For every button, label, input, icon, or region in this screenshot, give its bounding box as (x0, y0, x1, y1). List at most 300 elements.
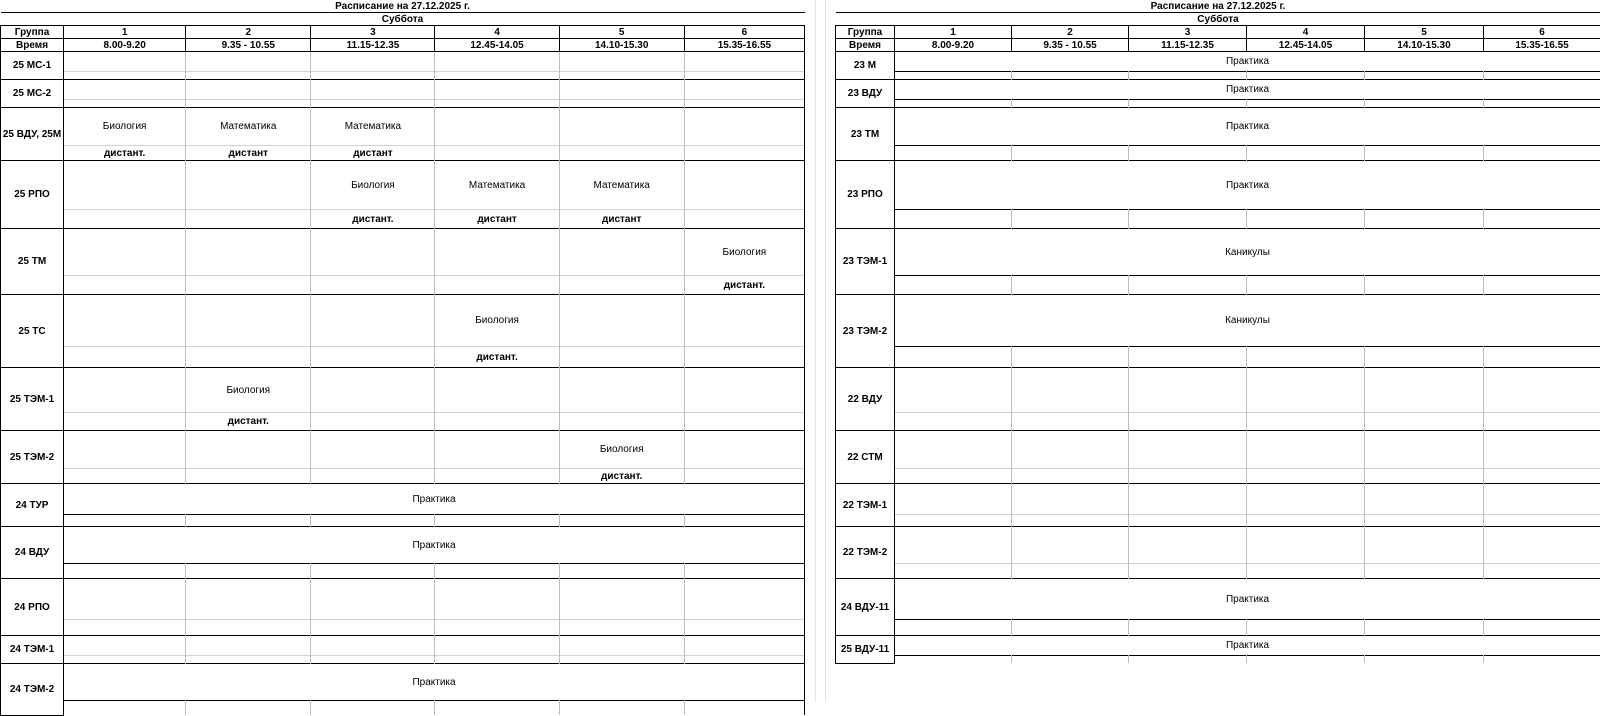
period-time: 12.45-14.05 (1247, 39, 1365, 52)
lesson-subject (1129, 527, 1247, 564)
lesson-subject (435, 229, 559, 276)
lesson-format (64, 656, 186, 664)
period-number: 5 (1365, 26, 1484, 39)
group-name: 24 ВДУ (1, 527, 64, 579)
schedule-row-sub (1, 100, 805, 108)
lesson-format (186, 72, 311, 80)
lesson-subject: Биология (559, 431, 684, 469)
lesson-cell-sub (1012, 656, 1129, 664)
schedule-row (1, 431, 805, 469)
lesson-cell-sub (1365, 146, 1484, 161)
lesson-format: дистант. (435, 347, 559, 368)
lesson-format (311, 620, 435, 636)
lesson-subject (559, 295, 684, 347)
lesson-format (64, 210, 186, 229)
lesson-subject (684, 636, 804, 656)
lesson-cell-sub (1012, 146, 1129, 161)
lesson-format (435, 72, 559, 80)
lesson-subject (559, 368, 684, 413)
schedule-row (1, 52, 805, 72)
schedule-row (1, 161, 805, 210)
period-number: 2 (186, 26, 311, 39)
lesson-subject (311, 579, 435, 620)
period-number: 3 (311, 26, 435, 39)
lesson-cell-sub (1365, 210, 1484, 229)
lesson-format (311, 656, 435, 664)
lesson-format: дистант (435, 210, 559, 229)
lesson-cell-sub (64, 701, 186, 716)
period-number: 1 (64, 26, 186, 39)
lesson-subject (684, 295, 804, 347)
lesson-format (559, 413, 684, 431)
lesson-cell-sub (895, 72, 1012, 80)
time-header: Время (1, 39, 64, 52)
schedule-row-sub (1, 72, 805, 80)
lesson-subject (1129, 484, 1247, 515)
lesson-cell-sub (311, 701, 435, 716)
group-name: 24 ТЭМ-2 (1, 664, 64, 716)
schedule-row (836, 484, 1600, 515)
lesson-format (1012, 413, 1129, 431)
schedule-row (1, 484, 805, 515)
lesson-cell-sub (1365, 100, 1484, 108)
lesson-subject (186, 295, 311, 347)
lesson-cell-sub (1484, 100, 1600, 108)
sheet-gap (805, 0, 835, 702)
group-name: 23 ТМ (836, 108, 895, 161)
lesson-format: дистант. (684, 276, 804, 295)
schedule-row-sub (836, 276, 1600, 295)
lesson-subject (311, 636, 435, 656)
lesson-subject (895, 484, 1012, 515)
schedule-row (1, 80, 805, 100)
lesson-subject (1365, 431, 1484, 469)
schedule-row (836, 368, 1600, 413)
lesson-cell-sub (1484, 146, 1600, 161)
merged-lesson: Практика (895, 80, 1600, 100)
schedule-row-sub (1, 276, 805, 295)
lesson-subject (186, 579, 311, 620)
lesson-cell-sub (1129, 656, 1247, 664)
lesson-format (435, 146, 559, 161)
lesson-subject (1247, 431, 1365, 469)
group-name: 24 ТЭМ-1 (1, 636, 64, 664)
lesson-cell-sub (684, 564, 804, 579)
lesson-cell-sub (559, 515, 684, 527)
day-of-week: Суббота (836, 13, 1600, 26)
lesson-cell-sub (1365, 656, 1484, 664)
lesson-cell-sub (1012, 210, 1129, 229)
merged-lesson: Практика (895, 636, 1600, 656)
lesson-cell-sub (1484, 656, 1600, 664)
lesson-cell-sub (311, 515, 435, 527)
lesson-cell-sub (1247, 347, 1365, 368)
lesson-subject (311, 368, 435, 413)
merged-lesson: Практика (895, 579, 1600, 620)
lesson-cell-sub (895, 100, 1012, 108)
lesson-cell-sub (1129, 276, 1247, 295)
group-name: 25 ВДУ-11 (836, 636, 895, 664)
schedule-row-sub (836, 469, 1600, 484)
schedule-row-sub (1, 656, 805, 664)
lesson-cell-sub (1484, 210, 1600, 229)
lesson-subject (895, 368, 1012, 413)
schedule-row-sub (836, 656, 1600, 664)
lesson-format (1484, 515, 1600, 527)
time-header: Время (836, 39, 895, 52)
lesson-subject (559, 229, 684, 276)
lesson-subject (895, 431, 1012, 469)
lesson-cell-sub (1012, 72, 1129, 80)
lesson-subject (435, 579, 559, 620)
schedule-row-sub (836, 515, 1600, 527)
lesson-subject (1247, 484, 1365, 515)
schedule-row (1, 295, 805, 347)
lesson-subject (64, 579, 186, 620)
lesson-format (559, 146, 684, 161)
lesson-format (684, 413, 804, 431)
lesson-cell-sub (895, 347, 1012, 368)
lesson-format (559, 100, 684, 108)
lesson-format (559, 656, 684, 664)
lesson-format (559, 276, 684, 295)
period-number: 4 (1247, 26, 1365, 39)
schedule-row (1, 229, 805, 276)
lesson-subject: Математика (186, 108, 311, 146)
lesson-cell-sub (895, 210, 1012, 229)
lesson-cell-sub (1129, 210, 1247, 229)
period-time: 15.35-16.55 (684, 39, 804, 52)
schedule-row (836, 636, 1600, 656)
schedule-row-sub (1, 146, 805, 161)
schedule-row-sub (1, 413, 805, 431)
lesson-subject: Математика (559, 161, 684, 210)
schedule-row-sub (836, 347, 1600, 368)
schedule-row (1, 368, 805, 413)
lesson-format (1365, 469, 1484, 484)
lesson-subject (186, 161, 311, 210)
schedule-row (836, 108, 1600, 146)
lesson-subject (1012, 527, 1129, 564)
lesson-format (311, 100, 435, 108)
period-number: 4 (435, 26, 559, 39)
lesson-cell-sub (1012, 347, 1129, 368)
lesson-format (311, 347, 435, 368)
period-number: 3 (1129, 26, 1247, 39)
period-time: 15.35-16.55 (1484, 39, 1600, 52)
lesson-format (435, 100, 559, 108)
schedule-row (836, 52, 1600, 72)
lesson-format (1129, 469, 1247, 484)
group-name: 23 ТЭМ-1 (836, 229, 895, 295)
period-number: 5 (559, 26, 684, 39)
lesson-subject (186, 431, 311, 469)
group-name: 25 МС-2 (1, 80, 64, 108)
lesson-subject (435, 636, 559, 656)
lesson-subject (64, 161, 186, 210)
lesson-format (559, 347, 684, 368)
schedule-sheet-right (835, 0, 1600, 664)
schedule-row (1, 579, 805, 620)
lesson-cell-sub (435, 515, 559, 527)
lesson-cell-sub (559, 564, 684, 579)
lesson-format (1129, 413, 1247, 431)
lesson-format: дистант. (64, 146, 186, 161)
lesson-subject (1247, 527, 1365, 564)
lesson-format (895, 515, 1012, 527)
lesson-cell-sub (1129, 72, 1247, 80)
lesson-format (435, 413, 559, 431)
lesson-subject (559, 80, 684, 100)
lesson-cell-sub (435, 701, 559, 716)
schedule-row-sub (836, 413, 1600, 431)
period-time: 14.10-15.30 (1365, 39, 1484, 52)
lesson-cell-sub (1129, 620, 1247, 636)
lesson-subject: Математика (435, 161, 559, 210)
lesson-cell-sub (1247, 276, 1365, 295)
lesson-format (1365, 515, 1484, 527)
schedule-row-sub (836, 72, 1600, 80)
period-time: 12.45-14.05 (435, 39, 559, 52)
lesson-subject (186, 52, 311, 72)
lesson-subject (684, 80, 804, 100)
lesson-cell-sub (186, 701, 311, 716)
lesson-subject (1247, 368, 1365, 413)
group-name: 25 РПО (1, 161, 64, 229)
group-name: 25 ТС (1, 295, 64, 368)
period-time: 8.00-9.20 (895, 39, 1012, 52)
merged-lesson: Практика (895, 52, 1600, 72)
lesson-format: дистант. (186, 413, 311, 431)
lesson-subject: Биология (186, 368, 311, 413)
lesson-cell-sub (1129, 347, 1247, 368)
lesson-format (1484, 413, 1600, 431)
lesson-subject (186, 80, 311, 100)
lesson-subject (64, 229, 186, 276)
lesson-cell-sub (186, 515, 311, 527)
lesson-subject (1484, 431, 1600, 469)
group-header: Группа (1, 26, 64, 39)
lesson-subject (684, 368, 804, 413)
lesson-format (1365, 564, 1484, 579)
lesson-subject: Биология (64, 108, 186, 146)
merged-lesson: Практика (64, 527, 805, 564)
lesson-subject (684, 431, 804, 469)
lesson-cell-sub (895, 146, 1012, 161)
lesson-format (1012, 515, 1129, 527)
schedule-row-sub (1, 210, 805, 229)
lesson-format (1012, 564, 1129, 579)
lesson-subject (684, 108, 804, 146)
lesson-format (895, 564, 1012, 579)
lesson-subject (64, 52, 186, 72)
lesson-format (311, 469, 435, 484)
group-name: 23 М (836, 52, 895, 80)
lesson-format (684, 469, 804, 484)
lesson-subject (559, 579, 684, 620)
lesson-format (684, 210, 804, 229)
lesson-cell-sub (435, 564, 559, 579)
lesson-format (1484, 564, 1600, 579)
lesson-format (684, 146, 804, 161)
lesson-cell-sub (1247, 100, 1365, 108)
group-name: 23 РПО (836, 161, 895, 229)
merged-lesson: Практика (895, 108, 1600, 146)
lesson-subject: Биология (684, 229, 804, 276)
lesson-format (1129, 515, 1247, 527)
lesson-subject (311, 80, 435, 100)
lesson-subject (435, 431, 559, 469)
lesson-cell-sub (1129, 146, 1247, 161)
schedule-row (1, 664, 805, 701)
lesson-subject (559, 52, 684, 72)
group-name: 25 ВДУ, 25М (1, 108, 64, 161)
lesson-subject (64, 431, 186, 469)
lesson-format (186, 656, 311, 664)
lesson-subject (64, 368, 186, 413)
lesson-format (1247, 413, 1365, 431)
lesson-format (64, 469, 186, 484)
lesson-format (895, 413, 1012, 431)
period-time: 9.35 - 10.55 (1012, 39, 1129, 52)
lesson-cell-sub (559, 701, 684, 716)
lesson-subject (64, 295, 186, 347)
lesson-subject (684, 579, 804, 620)
lesson-format (1247, 564, 1365, 579)
lesson-cell-sub (1365, 620, 1484, 636)
schedule-row (836, 295, 1600, 347)
lesson-format (1484, 469, 1600, 484)
schedule-row-sub (836, 146, 1600, 161)
schedule-row-sub (1, 515, 805, 527)
lesson-format: дистант (559, 210, 684, 229)
period-time: 11.15-12.35 (311, 39, 435, 52)
lesson-format (1129, 564, 1247, 579)
lesson-format (684, 656, 804, 664)
schedule-row-sub (836, 100, 1600, 108)
lesson-format (684, 347, 804, 368)
lesson-subject (64, 636, 186, 656)
lesson-cell-sub (1484, 276, 1600, 295)
merged-lesson: Практика (64, 484, 805, 515)
schedule-row (836, 80, 1600, 100)
period-time: 8.00-9.20 (64, 39, 186, 52)
period-number: 6 (1484, 26, 1600, 39)
period-time: 11.15-12.35 (1129, 39, 1247, 52)
lesson-subject (559, 108, 684, 146)
lesson-format (559, 72, 684, 80)
lesson-format (684, 72, 804, 80)
lesson-cell-sub (1484, 72, 1600, 80)
lesson-format: дистант. (559, 469, 684, 484)
lesson-format (435, 656, 559, 664)
lesson-format (559, 620, 684, 636)
lesson-subject (1012, 431, 1129, 469)
day-of-week: Суббота (1, 13, 805, 26)
merged-lesson: Каникулы (895, 295, 1600, 347)
group-name: 22 СТМ (836, 431, 895, 484)
lesson-subject (1129, 431, 1247, 469)
lesson-format (1365, 413, 1484, 431)
schedule-row (1, 108, 805, 146)
lesson-format (64, 276, 186, 295)
lesson-cell-sub (895, 656, 1012, 664)
lesson-format (186, 469, 311, 484)
schedule-table-right (835, 0, 1600, 664)
lesson-subject (1484, 527, 1600, 564)
schedule-row (836, 579, 1600, 620)
lesson-subject: Биология (311, 161, 435, 210)
schedule-row-sub (1, 347, 805, 368)
lesson-subject (1365, 484, 1484, 515)
group-name: 24 ВДУ-11 (836, 579, 895, 636)
lesson-subject (1484, 368, 1600, 413)
lesson-subject (186, 229, 311, 276)
lesson-cell-sub (1012, 276, 1129, 295)
lesson-subject (311, 295, 435, 347)
group-name: 25 МС-1 (1, 52, 64, 80)
group-name: 25 ТМ (1, 229, 64, 295)
lesson-subject (64, 80, 186, 100)
merged-lesson: Практика (64, 664, 805, 701)
lesson-cell-sub (1484, 347, 1600, 368)
lesson-cell-sub (1484, 620, 1600, 636)
lesson-format (64, 72, 186, 80)
lesson-format (186, 100, 311, 108)
lesson-subject (1365, 527, 1484, 564)
lesson-cell-sub (895, 620, 1012, 636)
group-name: 25 ТЭМ-2 (1, 431, 64, 484)
lesson-subject (311, 431, 435, 469)
lesson-format (684, 100, 804, 108)
merged-lesson: Каникулы (895, 229, 1600, 276)
lesson-cell-sub (1365, 72, 1484, 80)
lesson-subject (1129, 368, 1247, 413)
lesson-subject (186, 636, 311, 656)
schedule-row (1, 527, 805, 564)
lesson-subject (311, 229, 435, 276)
schedule-row (836, 527, 1600, 564)
group-name: 24 РПО (1, 579, 64, 636)
lesson-subject (435, 108, 559, 146)
lesson-subject (1484, 484, 1600, 515)
period-number: 2 (1012, 26, 1129, 39)
group-name: 25 ТЭМ-1 (1, 368, 64, 431)
period-number: 6 (684, 26, 804, 39)
lesson-cell-sub (684, 515, 804, 527)
lesson-format (186, 210, 311, 229)
schedule-row (1, 636, 805, 656)
lesson-subject (435, 52, 559, 72)
schedule-row-sub (1, 469, 805, 484)
lesson-cell-sub (1012, 100, 1129, 108)
lesson-subject (1012, 368, 1129, 413)
lesson-cell-sub (1247, 146, 1365, 161)
lesson-cell-sub (1247, 620, 1365, 636)
schedule-row-sub (836, 564, 1600, 579)
lesson-format (1247, 469, 1365, 484)
lesson-format (895, 469, 1012, 484)
lesson-format (311, 72, 435, 80)
lesson-subject (684, 161, 804, 210)
lesson-format: дистант. (311, 210, 435, 229)
schedule-row-sub (836, 620, 1600, 636)
period-time: 9.35 - 10.55 (186, 39, 311, 52)
schedule-row-sub (1, 564, 805, 579)
schedule-row-sub (1, 620, 805, 636)
lesson-format (435, 620, 559, 636)
lesson-format (186, 347, 311, 368)
